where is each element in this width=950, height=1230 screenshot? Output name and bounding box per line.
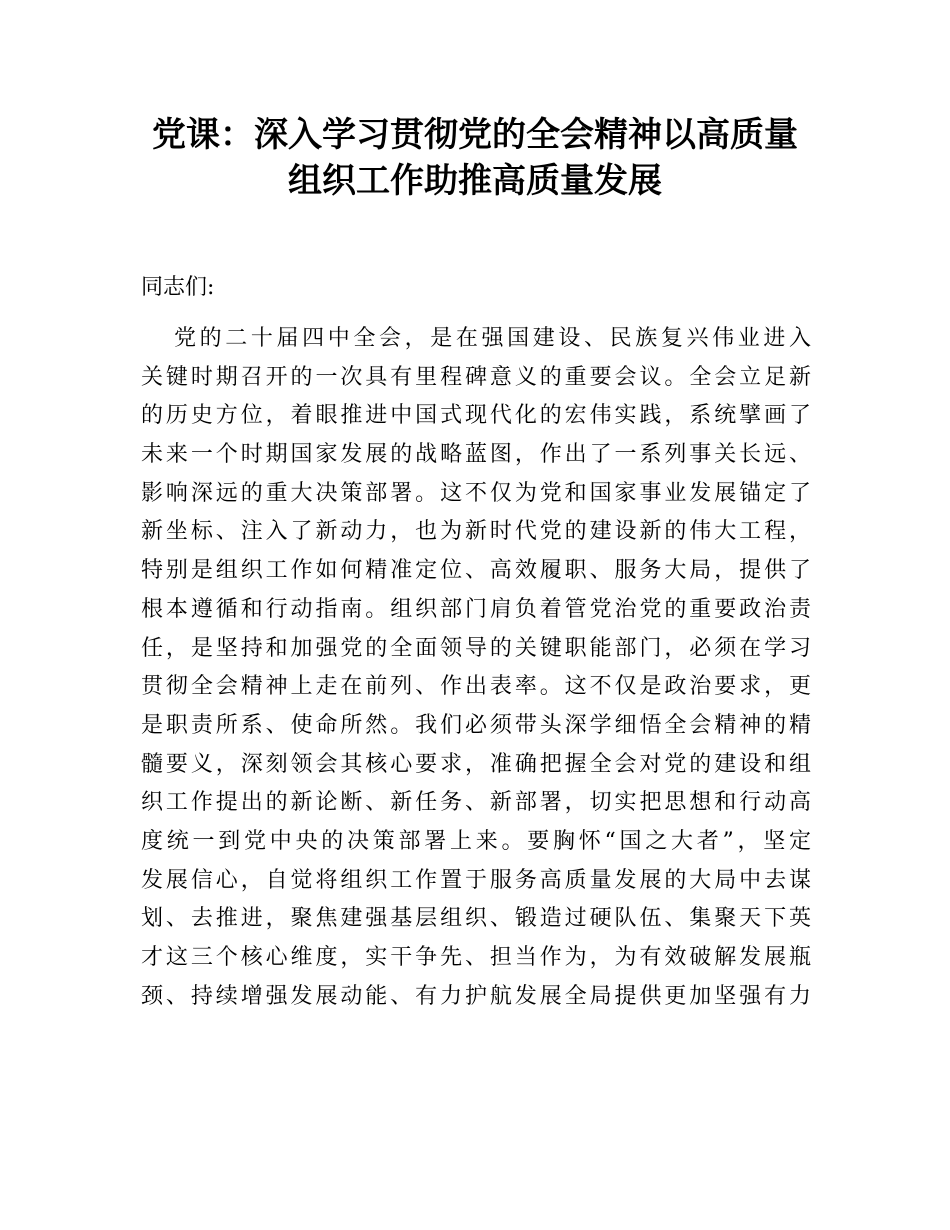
body-paragraph	[141, 320, 811, 1016]
paragraph-line: 关键时期召开的一次具有里程碑意义的重要会议。全会立足新	[141, 364, 811, 390]
paragraph-line: 织工作提出的新论断、新任务、新部署，切实把思想和行动高	[141, 790, 811, 816]
paragraph-line: 新坐标、注入了新动力，也为新时代党的建设新的伟大工程，	[141, 519, 811, 545]
paragraph-line: 髓要义，深刻领会其核心要求，准确把握全会对党的建设和组	[141, 751, 811, 777]
paragraph-line: 贯彻全会精神上走在前列、作出表率。这不仅是政治要求，更	[141, 674, 811, 700]
paragraph-line: 影响深远的重大决策部署。这不仅为党和国家事业发展锚定了	[141, 480, 811, 506]
paragraph-line: 未来一个时期国家发展的战略蓝图，作出了一系列事关长远、	[141, 442, 811, 468]
document-title	[0, 112, 950, 204]
paragraph-line: 度统一到党中央的决策部署上来。要胸怀“国之大者”，坚定	[141, 828, 811, 854]
paragraph-line: 的历史方位，着眼推进中国式现代化的宏伟实践，系统擘画了	[141, 403, 811, 429]
salutation: 同志们:	[141, 275, 215, 300]
paragraph-line: 才这三个核心维度，实干争先、担当作为，为有效破解发展瓶	[141, 945, 811, 970]
paragraph-line: 根本遵循和行动指南。组织部门肩负着管党治党的重要政治责	[141, 596, 811, 622]
paragraph-line: 颈、持续增强发展动能、有力护航发展全局提供更加坚强有力	[141, 983, 811, 1009]
paragraph-line: 发展信心，自觉将组织工作置于服务高质量发展的大局中去谋	[141, 867, 811, 893]
paragraph-line: 特别是组织工作如何精准定位、高效履职、服务大局，提供了	[141, 558, 811, 584]
title-line: 组织工作助推高质量发展	[288, 161, 662, 201]
paragraph-line: 划、去推进，聚焦建强基层组织、锻造过硬队伍、集聚天下英	[141, 906, 811, 932]
paragraph-line: 党的二十届四中全会，是在强国建设、民族复兴伟业进入	[174, 326, 811, 351]
paragraph-line: 是职责所系、使命所然。我们必须带头深学细悟全会精神的精	[141, 712, 811, 738]
title-line: 党课：深入学习贯彻党的全会精神以高质量	[152, 115, 798, 155]
paragraph-line: 任，是坚持和加强党的全面领导的关键职能部门，必须在学习	[141, 635, 811, 661]
